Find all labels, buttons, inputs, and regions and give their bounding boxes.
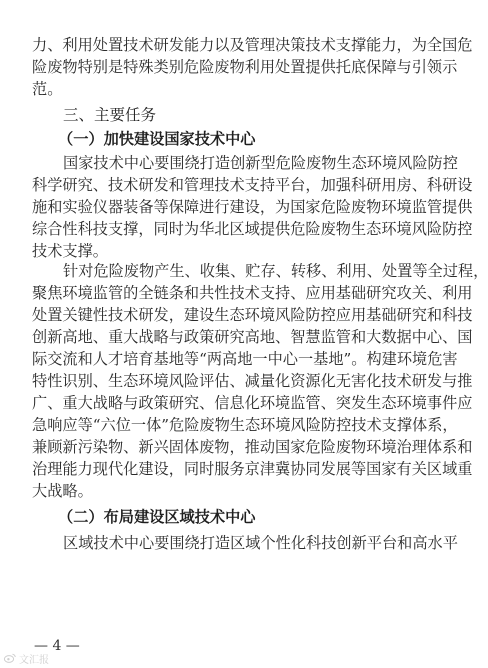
paragraph-line: 国家技术中心要围绕打造创新型危险废物生态环境风险防控 <box>63 154 458 172</box>
paragraph-line: 际交流和人才培育基地等“两高地一中心一基地”。构建环境危害 <box>32 350 458 368</box>
paragraph-line: 广、重大战略与政策研究、信息化环境监管、突发生态环境事件应 <box>32 394 473 412</box>
paragraph-line: 处置关键性技术研发，建设生态环境风险防控应用基础研究和科技 <box>32 306 473 324</box>
subsection-title: （二）布局建设区域技术中心 <box>58 508 256 526</box>
paragraph-line: 兼顾新污染物、新兴固体废物，推动国家危险废物环境治理体系和 <box>32 438 473 456</box>
paragraph-line: 聚焦环境监管的全链条和共性技术支持、应用基础研究攻关、利用 <box>32 284 473 302</box>
paragraph-line: 综合性科技支撑，同时为华北区域提供危险废物生态环境风险防控 <box>32 220 473 238</box>
watermark-text: 文汇报 <box>19 654 49 666</box>
subsection-title: （一）加快建设国家技术中心 <box>58 130 256 148</box>
page-number: — 4 — <box>34 638 80 654</box>
paragraph-line: 急响应等“六位一体”危险废物生态环境风险防控技术支撑体系， <box>32 416 458 434</box>
body-line: 范。 <box>32 80 63 98</box>
paragraph-line: 大战略。 <box>32 482 93 500</box>
section-heading: 三、主要任务 <box>63 106 157 124</box>
paragraph-line: 技术支撑。 <box>32 242 108 260</box>
paragraph-line: 特性识别、生态环境风险评估、减量化资源化无害化技术研发与推 <box>32 372 473 390</box>
weibo-logo-icon <box>4 653 16 663</box>
body-line: 力、利用处置技术研发能力以及管理决策技术支撑能力，为全国危 <box>32 36 473 54</box>
paragraph-line: 科学研究、技术研发和管理技术支持平台，加强科研用房、科研设 <box>32 176 473 194</box>
paragraph-line: 治理能力现代化建设，同时服务京津冀协同发展等国家有关区域重 <box>32 460 473 478</box>
body-line: 险废物特别是特殊类别危险废物利用处置提供托底保障与引领示 <box>32 58 458 76</box>
paragraph-line: 施和实验仪器装备等保障进行建设，为国家危险废物环境监管提供 <box>32 198 473 216</box>
paragraph-line: 区域技术中心要围绕打造区域个性化科技创新平台和高水平 <box>63 534 458 552</box>
paragraph-line: 创新高地、重大战略与政策研究高地、智慧监管和大数据中心、国 <box>32 328 473 346</box>
paragraph-line: 针对危险废物产生、收集、贮存、转移、利用、处置等全过程， <box>63 262 488 280</box>
watermark <box>4 651 49 665</box>
